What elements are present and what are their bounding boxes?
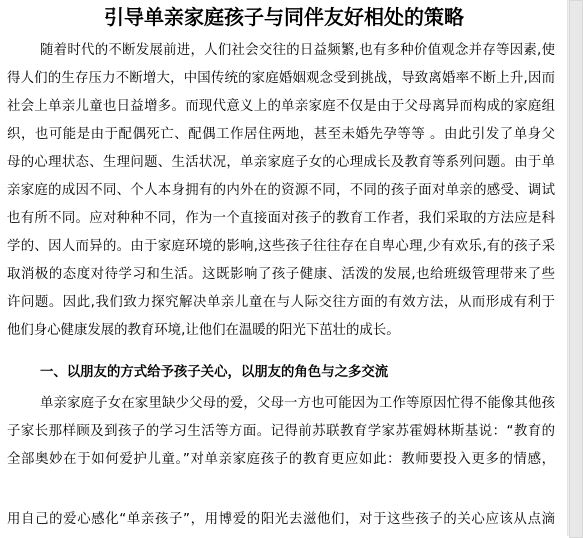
- paragraph-line: 子家长那样顾及到孩子的学习生活等方面。记得前苏联教育学家苏霍姆林斯基说：“教育的: [7, 424, 555, 439]
- paragraph-line: 也有所不同。应对种种不同，作为一个直接面对孩子的教育工作者，我们采取的方法应是科: [7, 211, 555, 226]
- vertical-scrollbar[interactable]: [567, 0, 583, 536]
- paragraph-line: 单亲家庭子女在家里缺少父母的爱，父母一方也可能因为工作等原因忙得不能像其他孩: [40, 396, 555, 411]
- paragraph-line: 学的、因人而异的。由于家庭环境的影响,这些孩子往往存在自卑心理,少有欢乐,有的孩子采: [7, 239, 555, 254]
- paragraph-line: 他们身心健康发展的教育环境,让他们在温暖的阳光下茁壮的成长。: [7, 323, 400, 338]
- scrollbar-thumb[interactable]: [569, 0, 583, 538]
- paragraph-line: 织，也可能是由于配偶死亡、配偶工作居住两地，甚至未婚先孕等等 。由此引发了单身父: [7, 127, 555, 142]
- paragraph-line: 用自己的爱心感化“单亲孩子”，用博爱的阳光去滋他们，对于这些孩子的关心应该从点滴: [7, 512, 555, 527]
- paragraph-line: 母的心理状态、生理问题、生活状况，单亲家庭子女的心理成长及教育等系列问题。由于单: [7, 155, 555, 170]
- paragraph-line: 亲家庭的成因不同、个人本身拥有的内外在的资源不同，不同的孩子面对单亲的感受、调试: [7, 183, 555, 198]
- paragraph-line: 得人们的生存压力不断增大，中国传统的家庭婚姻观念受到挑战，导致离婚率不断上升,因而: [7, 71, 555, 86]
- paragraph-line: 许问题。因此,我们致力探究解决单亲儿童在与人际交往方面的有效方法，从而形成有利于: [7, 295, 555, 310]
- paragraph-line: 全部奥妙在于如何爱护儿童。”对单亲家庭孩子的教育更应如此：教师要投入更多的情感，: [7, 452, 555, 467]
- paragraph-line: 随着时代的不断发展前进，人们社会交往的日益频繁,也有多种价值观念并存等因素,使: [40, 43, 555, 58]
- section-heading: 一、以朋友的方式给予孩子关心，以朋友的角色与之多交流: [40, 365, 389, 380]
- document-title: 引导单亲家庭孩子与同伴友好相处的策略: [104, 5, 464, 29]
- paragraph-line: 社会上单亲儿童也日益增多。而现代意义上的单亲家庭不仅是由于父母离异而构成的家庭组: [7, 99, 555, 114]
- paragraph-line: 取消极的态度对待学习和生活。这既影响了孩子健康、活泼的发展,也给班级管理带来了些: [7, 267, 555, 282]
